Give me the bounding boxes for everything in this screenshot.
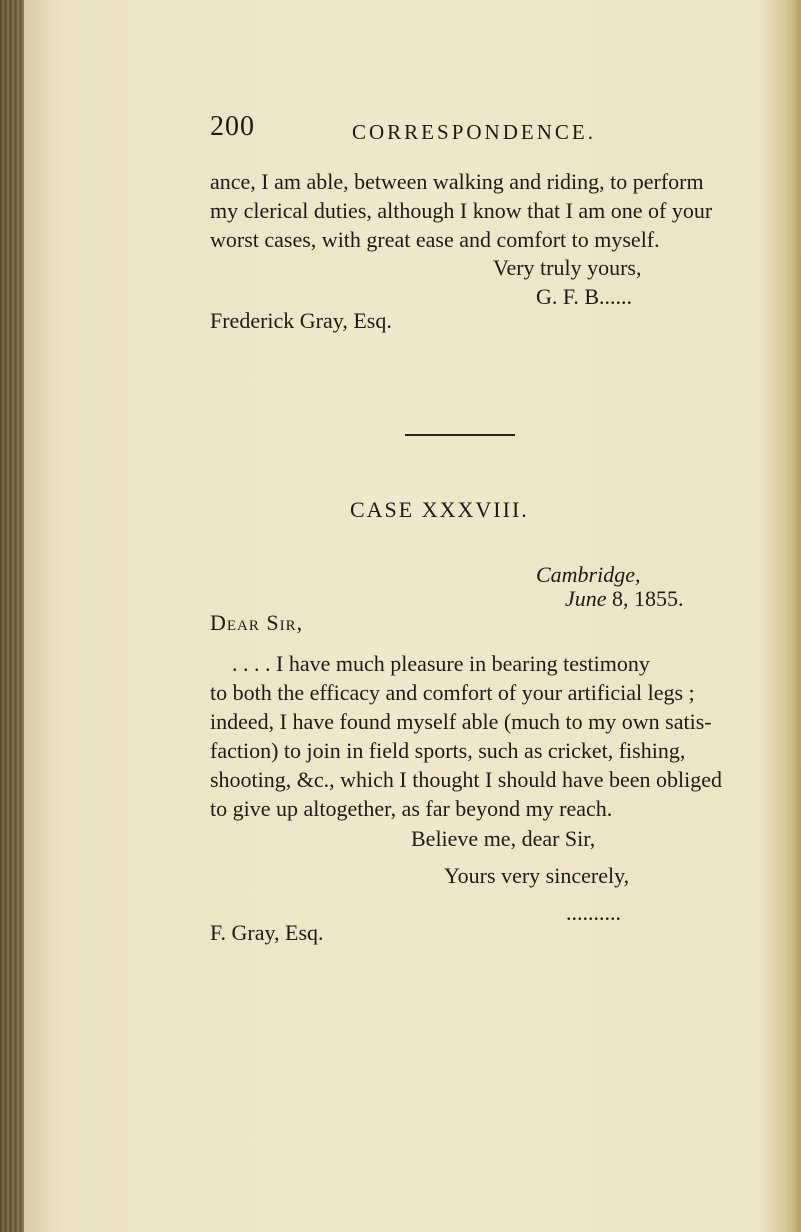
letter1-closing: Very truly yours, (493, 255, 642, 280)
letter2-line-6: to give up altogether, as far beyond my reach. (210, 796, 613, 821)
running-head: CORRESPONDENCE. (352, 120, 596, 144)
letter2-date-month: June (565, 586, 607, 611)
letter2-place: Cambridge, (536, 562, 641, 587)
letter2-line-1: . . . . I have much pleasure in bearing testimony (232, 651, 650, 676)
letter2-line-5: shooting, &c., which I thought I should have been obliged (210, 767, 723, 792)
letter1-line-1: ance, I am able, between walking and riding, to perform (210, 169, 704, 194)
letter2-closing-1: Believe me, dear Sir, (411, 826, 596, 851)
page-number: 200 (210, 111, 255, 142)
letter2-salutation: Dear Sir, (210, 610, 304, 635)
letter1-addressee: Frederick Gray, Esq. (210, 308, 392, 333)
letter2-date (565, 584, 684, 613)
letter2-date-rest: 8, 1855. (606, 586, 684, 611)
section-divider-rule (405, 434, 515, 436)
case-heading: CASE XXXVIII. (350, 497, 529, 522)
letter1-line-3: worst cases, with great ease and comfort to myself. (210, 227, 660, 252)
letter2-addressee: F. Gray, Esq. (210, 920, 324, 945)
letter1-line-2: my clerical duties, although I know that I am one of your (210, 198, 713, 223)
book-binding-edge (0, 0, 24, 1232)
letter2-line-4: faction) to join in field sports, such as cricket, fishing, (210, 738, 686, 763)
letter2-closing-2: Yours very sincerely, (444, 863, 630, 888)
letter2-line-3: indeed, I have found myself able (much to my own satis- (210, 709, 712, 734)
letter2-line-2: to both the efficacy and comfort of your artificial legs ; (210, 680, 695, 705)
page-fore-edge (791, 0, 801, 1232)
letter2-signature: .......... (566, 900, 621, 925)
letter1-signature: G. F. B...... (536, 284, 633, 309)
